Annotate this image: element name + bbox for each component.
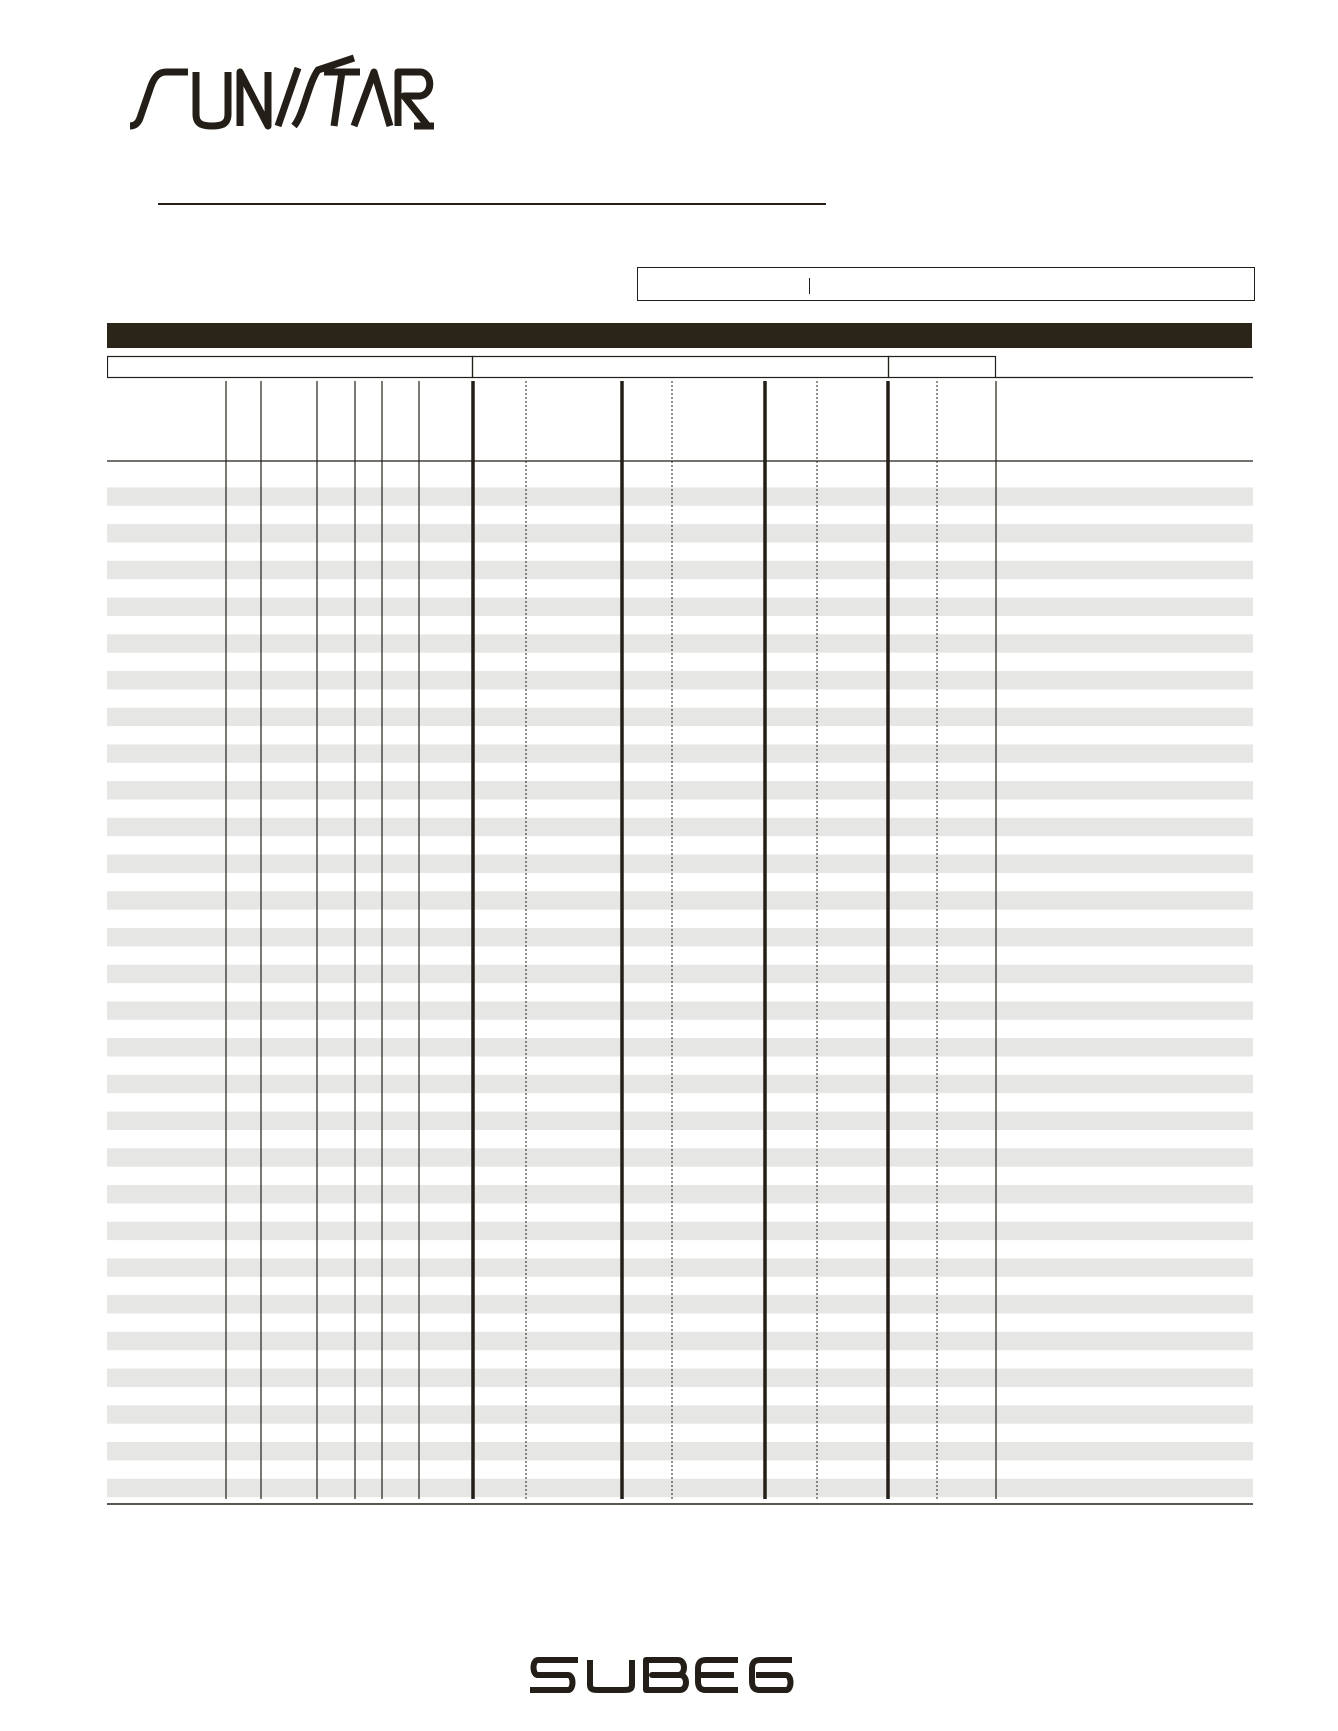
table-row: [107, 1112, 1253, 1130]
table-row: [107, 1222, 1253, 1240]
sunstar-logo: [128, 54, 464, 140]
table-row: [107, 818, 1253, 836]
footer-logo: [528, 1655, 796, 1695]
table-row: [107, 708, 1253, 726]
title-underline: [158, 203, 826, 205]
table-row: [107, 891, 1253, 909]
table-row: [107, 1405, 1253, 1423]
table-row: [107, 671, 1253, 689]
table-row-stripes: [107, 487, 1253, 1497]
data-table: [107, 355, 1253, 1505]
group-header-3: [889, 357, 996, 378]
table-row: [107, 1295, 1253, 1313]
table-row: [107, 928, 1253, 946]
info-box-divider: [809, 278, 810, 294]
group-header-1: [108, 357, 473, 378]
table-row: [107, 744, 1253, 762]
table-row: [107, 598, 1253, 616]
table-row: [107, 561, 1253, 579]
table-row: [107, 1075, 1253, 1093]
table-row: [107, 781, 1253, 799]
table-row: [107, 965, 1253, 983]
table-group-headers: [108, 357, 1254, 378]
table-row: [107, 1148, 1253, 1166]
table-row: [107, 855, 1253, 873]
table-row: [107, 1258, 1253, 1276]
table-row: [107, 1038, 1253, 1056]
table-row: [107, 634, 1253, 652]
table-row: [107, 1369, 1253, 1387]
section-header-bar: [107, 323, 1252, 348]
table-row: [107, 487, 1253, 505]
table-row: [107, 524, 1253, 542]
table-row: [107, 1185, 1253, 1203]
group-header-2: [473, 357, 889, 378]
table-row: [107, 1479, 1253, 1497]
info-box: [637, 267, 1255, 301]
table-row: [107, 1001, 1253, 1019]
table-row: [107, 1442, 1253, 1460]
table-row: [107, 1332, 1253, 1350]
